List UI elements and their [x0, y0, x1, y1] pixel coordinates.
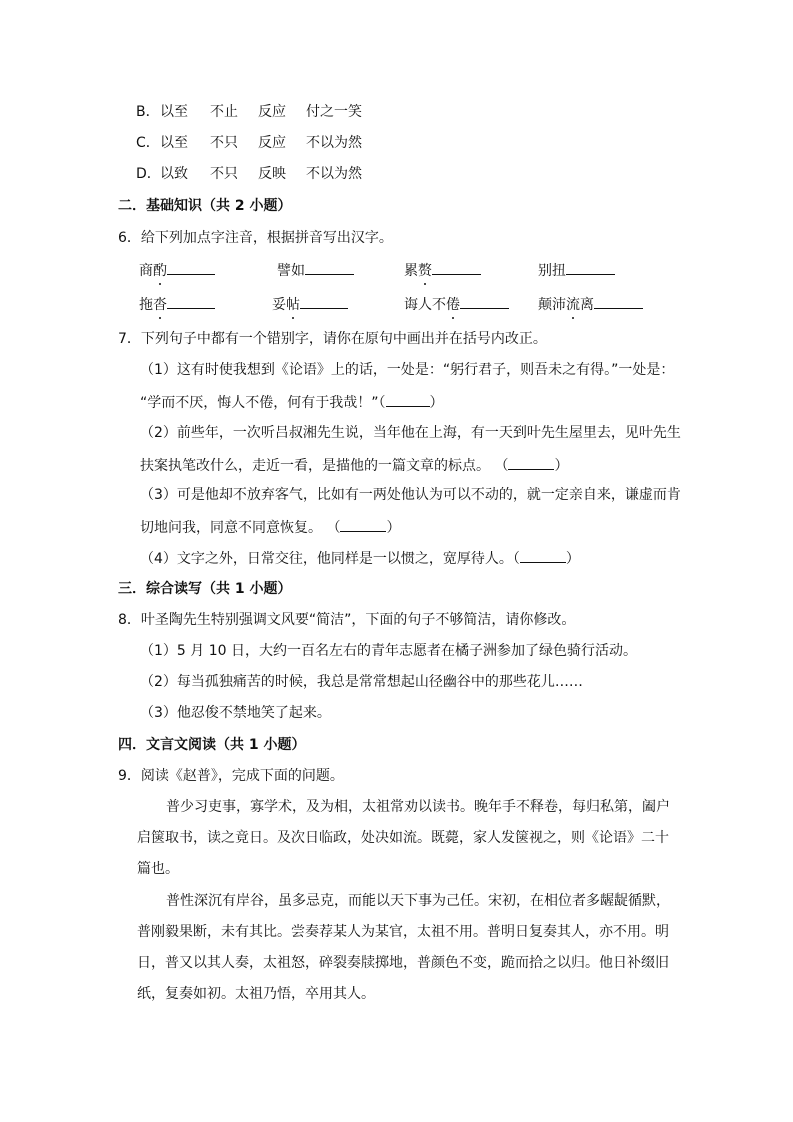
q6-item: 颠沛流离 — [538, 294, 643, 314]
q8-item-3: （3）他忍俊不禁地笑了起来。 — [140, 705, 331, 721]
option-letter: C． — [136, 135, 160, 151]
answer-blank[interactable] — [566, 260, 615, 275]
answer-blank[interactable] — [167, 294, 215, 309]
option-word: 不只 — [210, 166, 238, 182]
option-word: 以至 — [160, 135, 188, 151]
passage-line: 普刚毅果断，未有其比。尝奏荐某人为某官，太祖不用。普明日复奏其人，亦不用。明 — [137, 924, 669, 940]
answer-blank[interactable] — [300, 294, 348, 309]
option-word: 不止 — [210, 104, 238, 120]
passage-line: 篇也。 — [137, 861, 179, 877]
answer-blank[interactable] — [508, 455, 554, 470]
q6-stem: 6．给下列加点字注音，根据拼音写出汉字。 — [118, 230, 393, 246]
option-d — [136, 165, 362, 183]
q6-item: 商酌 — [139, 260, 215, 280]
section-4-title: 四．文言文阅读（共 1 小题） — [118, 737, 306, 753]
q7-stem: 7．下列句子中都有一个错别字，请你在原句中画出并在括号内改正。 — [118, 331, 547, 347]
q7-item-4: （4）文字之外，日常交往，他同样是一以惯之，宽厚待人。（ ） — [140, 548, 580, 568]
q8-item-2: （2）每当孤独痛苦的时候，我总是常常想起山径幽谷中的那些花儿…… — [140, 674, 583, 690]
option-word: 反映 — [258, 166, 286, 182]
option-word: 反应 — [258, 135, 286, 151]
q6-item: 譬如 — [277, 260, 354, 280]
answer-blank[interactable] — [460, 294, 509, 309]
q6-item: 累赘 — [404, 260, 481, 280]
q6-item: 妥帖 — [272, 294, 348, 314]
option-b — [136, 103, 362, 121]
answer-blank[interactable] — [167, 260, 215, 275]
q7-item-3-cont: 切地问我，同意不同意恢复。 （ ） — [140, 517, 400, 537]
answer-blank[interactable] — [520, 548, 566, 563]
option-letter: D． — [136, 166, 161, 182]
answer-blank[interactable] — [305, 260, 354, 275]
option-letter: B． — [136, 104, 160, 120]
q9-stem: 9．阅读《赵普》，完成下面的问题。 — [118, 768, 344, 784]
q8-stem: 8．叶圣陶先生特别强调文风要“简洁”，下面的句子不够简洁，请你修改。 — [118, 612, 576, 628]
answer-blank[interactable] — [594, 294, 643, 309]
q7-item-2: （2）前些年，一次听吕叔湘先生说，当年他在上海，有一天到叶先生屋里去，见叶先生 — [140, 425, 681, 441]
passage-line: 启箧取书，读之竟日。及次日临政，处决如流。既薨，家人发箧视之，则《论语》二十 — [137, 830, 669, 846]
option-word: 以致 — [160, 166, 188, 182]
answer-blank[interactable] — [340, 517, 386, 532]
section-2-title: 二．基础知识（共 2 小题） — [118, 198, 292, 214]
option-c — [136, 134, 362, 152]
q8-item-1: （1）5 月 10 日，大约一百名左右的青年志愿者在橘子洲参加了绿色骑行活动。 — [140, 643, 637, 659]
passage-line: 纸，复奏如初。太祖乃悟，卒用其人。 — [137, 986, 375, 1002]
q6-item: 别扭 — [538, 260, 615, 280]
q7-item-1-cont: “学而不厌，悔人不倦，何有于我哉！”（ ） — [140, 392, 444, 412]
section-3-title: 三．综合读写（共 1 小题） — [118, 581, 292, 597]
option-word: 以至 — [160, 104, 188, 120]
q7-item-3: （3）可是他却不放弃客气，比如有一两处他认为可以不动的，就一定亲自来，谦虚而肯 — [140, 487, 681, 503]
q6-item: 拖沓 — [139, 294, 215, 314]
answer-blank[interactable] — [432, 260, 481, 275]
q6-item: 诲人不倦 — [404, 294, 509, 314]
passage-line: 日，普又以其人奏，太祖怒，碎裂奏牍掷地，普颜色不变，跪而拾之以归。他日补缀旧 — [137, 955, 669, 971]
option-word: 付之一笑 — [306, 104, 362, 120]
option-word: 不以为然 — [306, 166, 362, 182]
answer-blank[interactable] — [386, 392, 430, 407]
option-word: 不只 — [210, 135, 238, 151]
q7-item-1: （1）这有时使我想到《论语》上的话，一处是：“躬行君子，则吾未之有得。”一处是： — [140, 362, 675, 378]
option-word: 不以为然 — [306, 135, 362, 151]
q7-item-2-cont: 扶案执笔改什么，走近一看，是描他的一篇文章的标点。 （ ） — [140, 455, 568, 475]
passage-line: 普性深沉有岸谷，虽多忌克，而能以天下事为己任。宋初，在相位者多龌龊循默， — [166, 893, 670, 909]
option-word: 反应 — [258, 104, 286, 120]
passage-line: 普少习吏事，寡学术，及为相，太祖常劝以读书。晚年手不释卷，每归私第，阖户 — [166, 799, 670, 815]
